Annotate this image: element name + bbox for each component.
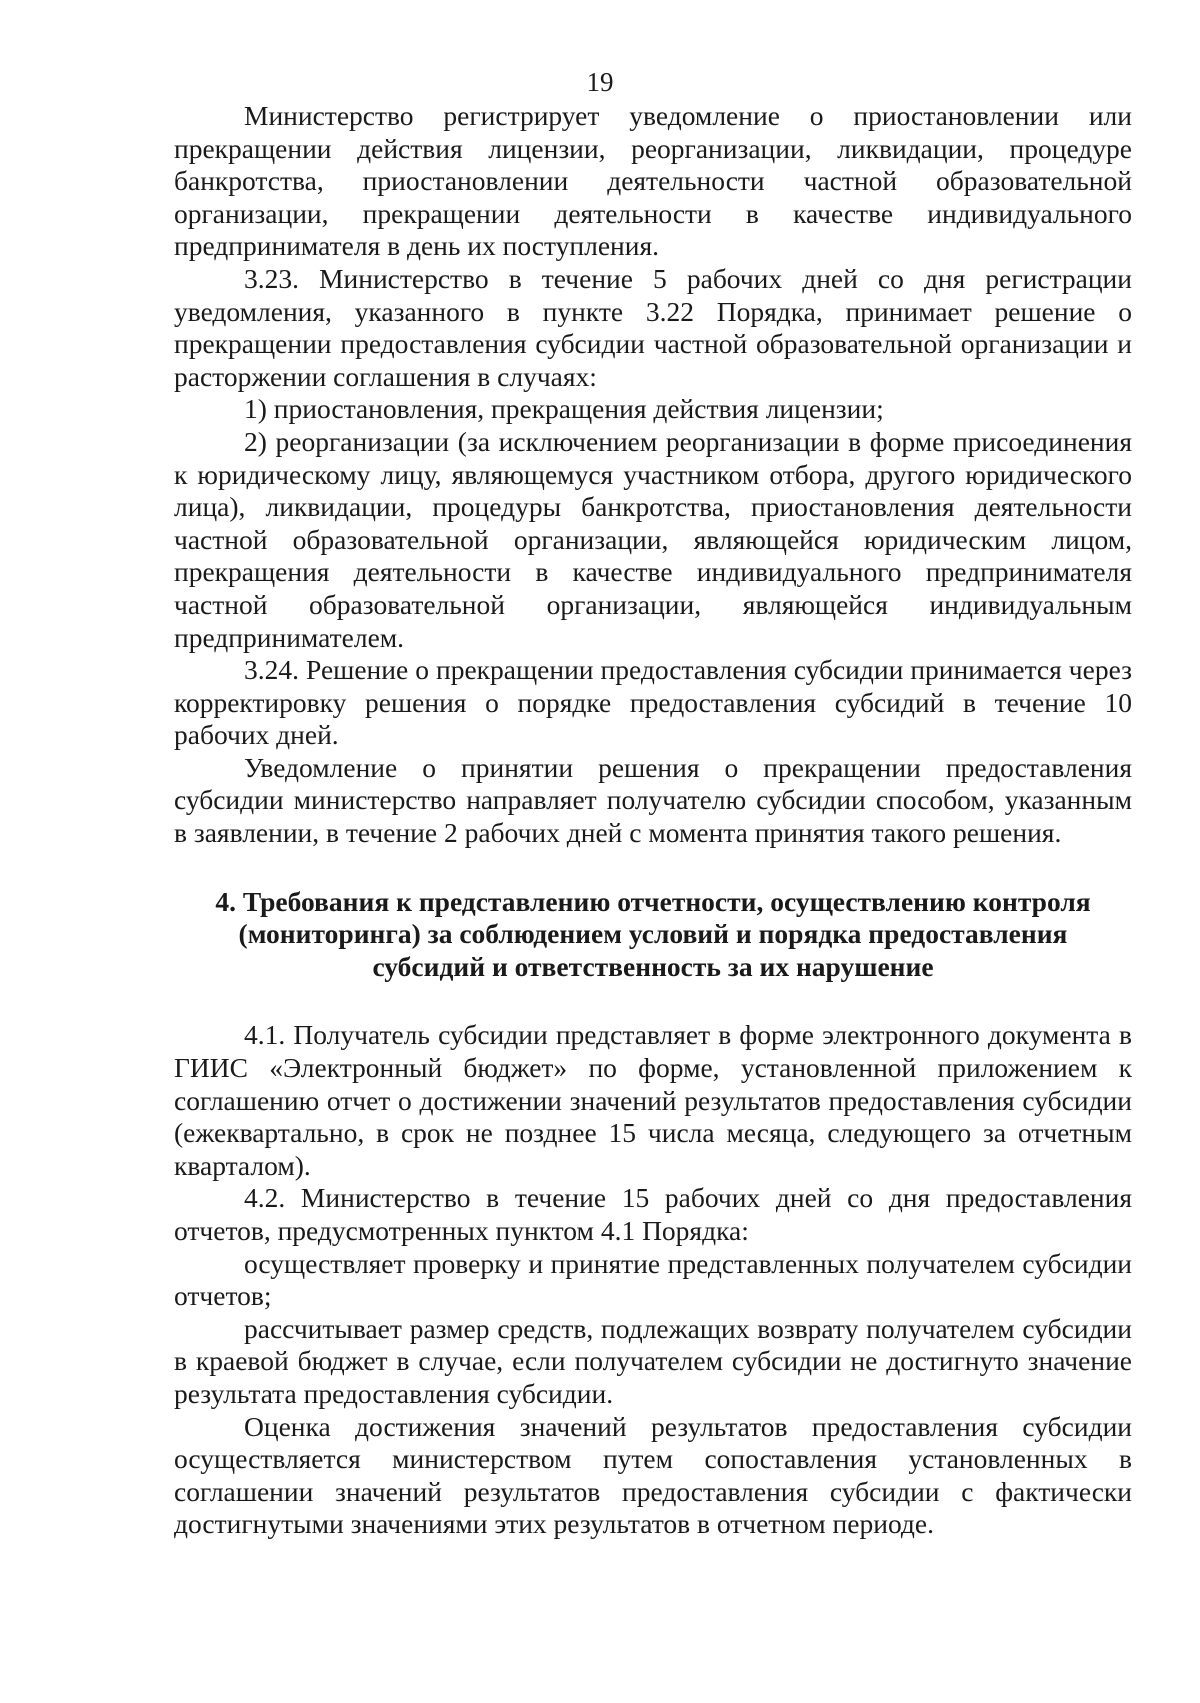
paragraph-evaluation: Оценка достижения значений результатов предоставления субсидии осуществляется министерством путем сопоставления установленных в соглашении значений результатов предоставления субсидии с фактически достигнутыми значениями этих результатов в отчетном периоде.: [174, 1410, 1132, 1540]
section-heading-line-2: (мониторинга) за соблюдением условий и порядка предоставления: [238, 918, 1068, 950]
paragraph-4-1: 4.1. Получатель субсидии представляет в форме электронного документа в ГИИС «Электронный бюджет» по форме, установленной приложением к соглашению отчет о достижении значений результатов предоставления субсидии (ежеквартально, в срок не позднее 15 числа месяца, следующего за отчетным кварталом).: [174, 1019, 1132, 1181]
section-heading: [174, 886, 1132, 984]
paragraph-calculate-refund: рассчитывает размер средств, подлежащих возврату получателем субсидии в краевой бюджет в случае, если получателем субсидии не достигнуто значение результата предоставления субсидии.: [174, 1312, 1132, 1409]
list-item-2: 2) реорганизации (за исключением реорганизации в форме присоединения к юридическому лицу, являющемуся участником отбора, другого юридического лица), ликвидации, процедуры банкротства, приостановления деятельности частной образовательной организации, являющейся юридическим лицом, прекращения деятельности в качестве индивидуального предпринимателя частной образовательной организации, являющейся индивидуальным предпринимателем.: [174, 425, 1132, 653]
paragraph-check-reports: осуществляет проверку и принятие представленных получателем субсидии отчетов;: [174, 1247, 1132, 1312]
paragraph-3-24: 3.24. Решение о прекращении предоставления субсидии принимается через корректировку решения о порядке предоставления субсидий в течение 10 рабочих дней.: [174, 654, 1132, 751]
paragraph-notification: Уведомление о принятии решения о прекращении предоставления субсидии министерство направляет получателю субсидии способом, указанным в заявлении, в течение 2 рабочих дней с момента принятия такого решения.: [174, 751, 1132, 849]
page-number: 19: [586, 67, 614, 97]
document-body: [174, 100, 1132, 1541]
section-heading-line-3: субсидий и ответственность за их нарушение: [372, 950, 934, 982]
list-item-1: 1) приостановления, прекращения действия лицензии;: [244, 393, 884, 425]
paragraph-registration-notice: Министерство регистрирует уведомление о приостановлении или прекращении действия лицензии, реорганизации, ликвидации, процедуре банкротства, приостановлении деятельности частной образовательной организации, прекращении деятельности в качестве индивидуального предпринимателя в день их поступления.: [174, 100, 1132, 262]
paragraph-4-2: 4.2. Министерство в течение 15 рабочих дней со дня предоставления отчетов, предусмотренных пунктом 4.1 Порядка:: [174, 1182, 1132, 1246]
section-heading-line-1: 4. Требования к представлению отчетности, осуществлению контроля: [215, 885, 1091, 917]
paragraph-3-23: 3.23. Министерство в течение 5 рабочих дней со дня регистрации уведомления, указанного в пункте 3.22 Порядка, принимает решение о прекращении предоставления субсидии частной образовательной организации и расторжении соглашения в случаях:: [174, 262, 1132, 392]
